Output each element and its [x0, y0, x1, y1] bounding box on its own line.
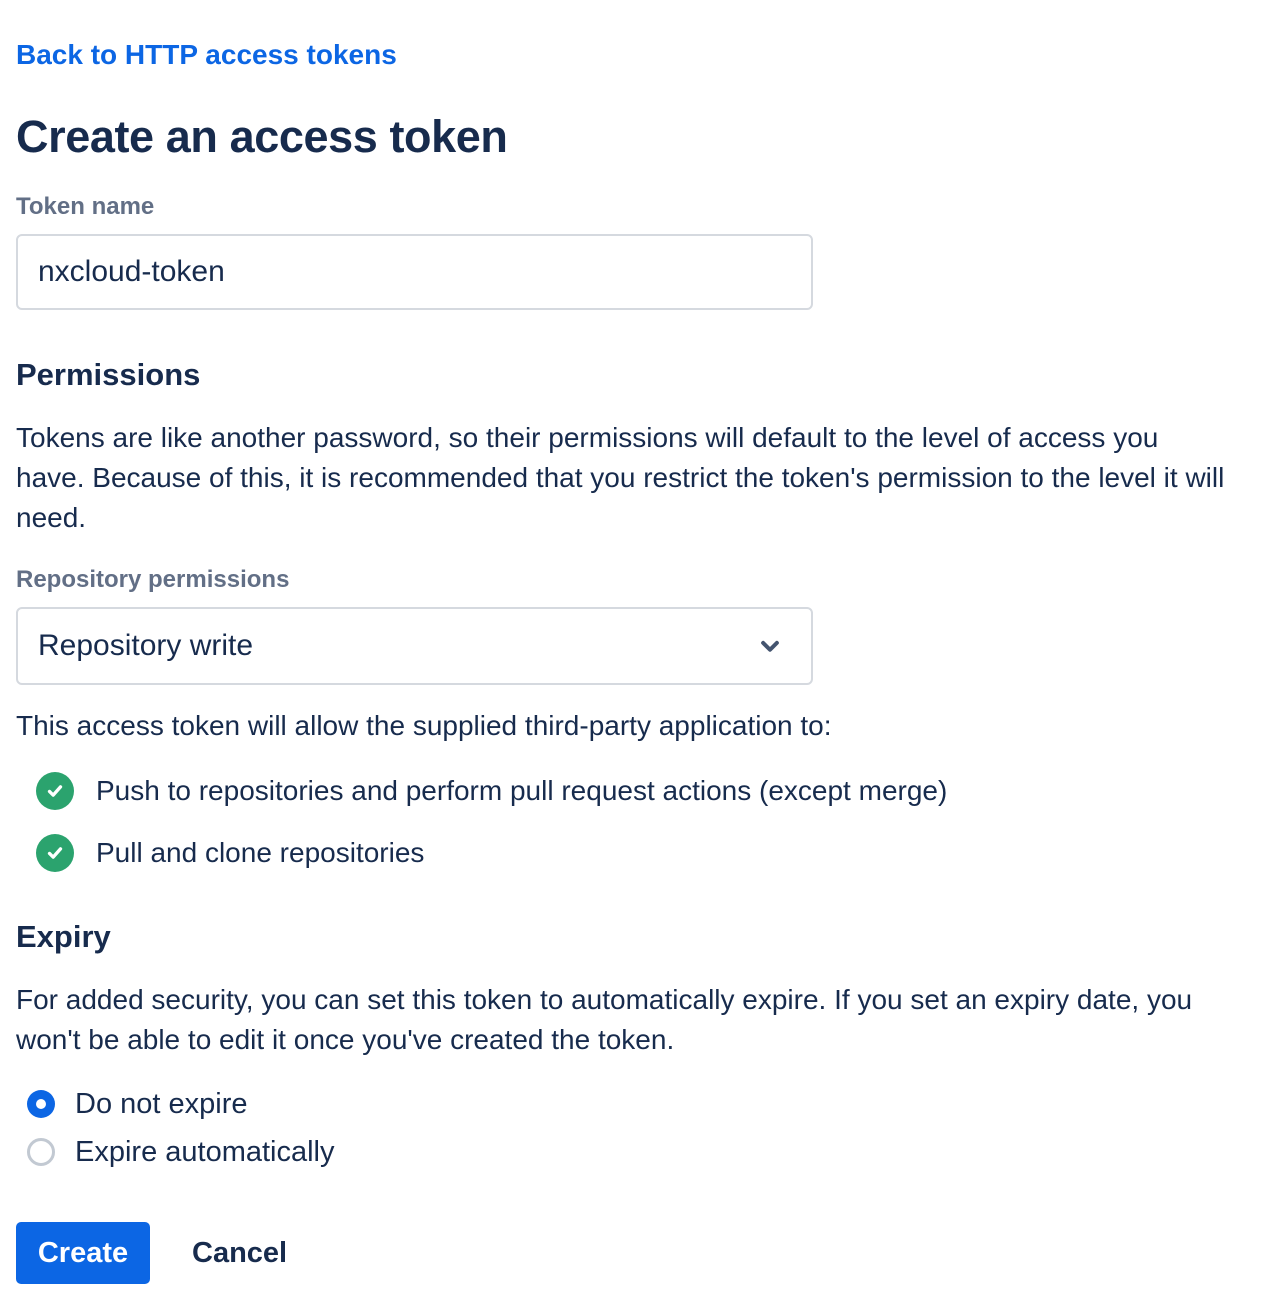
token-name-input[interactable] — [16, 234, 813, 310]
repository-permissions-select[interactable] — [16, 607, 813, 685]
capability-label: Push to repositories and perform pull request actions (except merge) — [96, 775, 948, 806]
page-title: Create an access token — [16, 111, 508, 162]
token-name-label: Token name — [16, 193, 155, 220]
capability-item — [36, 834, 1258, 872]
repository-permissions-selected-value: Repository write — [38, 629, 254, 662]
expiry-description: For added security, you can set this token to automatically expire. If you set an expiry date, you won't be able to edit it once you've created the token. — [16, 984, 1193, 1055]
permissions-description: Tokens are like another password, so their permissions will default to the level of access you have. Because of this, it is recommended that you restrict the token's permission to the level it will need. — [16, 422, 1225, 533]
radio-button-icon[interactable] — [27, 1138, 55, 1166]
repository-permissions-label: Repository permissions — [16, 566, 290, 593]
chevron-down-icon — [755, 631, 785, 661]
expiry-heading: Expiry — [16, 919, 111, 954]
check-circle-icon — [36, 772, 74, 810]
capability-label: Pull and clone repositories — [96, 837, 425, 868]
radio-label: Expire automatically — [75, 1136, 335, 1168]
cancel-button[interactable]: Cancel — [192, 1236, 288, 1269]
check-circle-icon — [36, 834, 74, 872]
back-to-http-access-tokens-link[interactable]: Back to HTTP access tokens — [16, 39, 397, 70]
radio-button-icon[interactable] — [27, 1090, 55, 1118]
radio-expire-automatically[interactable] — [27, 1128, 1258, 1176]
capability-item — [36, 772, 1258, 810]
permissions-heading: Permissions — [16, 357, 201, 392]
form-actions — [16, 1222, 1258, 1284]
radio-label: Do not expire — [75, 1088, 248, 1120]
expiry-options — [16, 1080, 1258, 1176]
token-scope-intro: This access token will allow the supplied third-party application to: — [16, 710, 832, 741]
create-button[interactable]: Create — [16, 1222, 150, 1284]
capability-list — [16, 772, 1258, 872]
radio-do-not-expire[interactable] — [27, 1080, 1258, 1128]
